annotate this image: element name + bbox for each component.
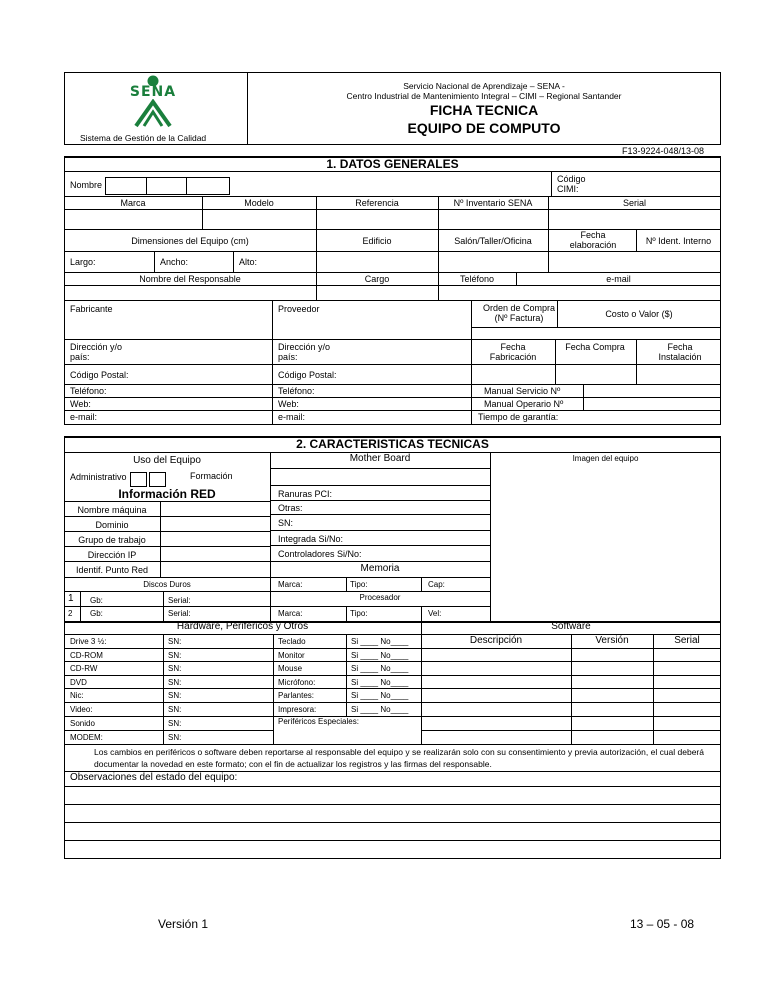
label-uso-equipo: Uso del Equipo bbox=[133, 455, 201, 466]
sena-logo-icon bbox=[118, 74, 188, 130]
periph-sino-5: Si ____ No____ bbox=[351, 705, 409, 714]
disk1-gb: Gb: bbox=[90, 596, 103, 605]
label-manual-servicio: Manual Servicio Nº bbox=[484, 386, 561, 396]
label-manual-operario: Manual Operario Nº bbox=[484, 399, 564, 409]
mb-row-2: SN: bbox=[278, 518, 294, 528]
col-version: Versión bbox=[595, 635, 629, 646]
label-memoria: Memoria bbox=[360, 563, 400, 574]
mem-cap: Cap: bbox=[428, 580, 445, 589]
label-web-fab: Web: bbox=[70, 399, 91, 409]
hw-row-7: MODEM: bbox=[70, 733, 103, 742]
col-modelo: Modelo bbox=[244, 198, 274, 208]
label-software: Software bbox=[551, 621, 591, 632]
col-responsable: Nombre del Responsable bbox=[139, 274, 241, 284]
label-administrativo: Administrativo bbox=[70, 472, 127, 482]
label-direccion-prov: Dirección y/o país: bbox=[278, 342, 331, 362]
col-serial: Serial bbox=[622, 198, 646, 208]
label-perifericos-especiales: Periféricos Especiales: bbox=[278, 717, 359, 726]
doc-title-1: FICHA TECNICA bbox=[429, 102, 539, 118]
hw-row-3: DVD bbox=[70, 678, 87, 687]
col-referencia: Referencia bbox=[355, 198, 399, 208]
col-telefono: Teléfono bbox=[459, 274, 495, 284]
hw-row-4: Nic: bbox=[70, 691, 84, 700]
periph-row-3: Micrófono: bbox=[278, 678, 316, 687]
change-note: Los cambios en periféricos o software deben reportarse al responsable del equipo y se realizarán solo con su consentimiento y previa autorización, el cual deberá documentar la novedad en este formato; con el fin de actualizar los registros y las firmas del responsable. bbox=[94, 747, 704, 769]
col-dimensiones: Dimensiones del Equipo (cm) bbox=[131, 236, 249, 246]
hw-sn-0: SN: bbox=[168, 637, 182, 646]
hw-sn-3: SN: bbox=[168, 678, 182, 687]
col-descripcion: Descripción bbox=[469, 635, 523, 646]
col-salon: Salón/Taller/Oficina bbox=[454, 236, 532, 246]
red-row-3: Dirección IP bbox=[87, 550, 137, 560]
label-cp-prov: Código Postal: bbox=[278, 370, 337, 380]
col-fecha-elaboracion: Fecha elaboración bbox=[569, 230, 617, 250]
label-discos-duros: Discos Duros bbox=[143, 580, 191, 589]
doc-code: F13-9224-048/13-08 bbox=[622, 146, 705, 156]
proc-tipo: Tipo: bbox=[350, 609, 368, 618]
disk1-serial: Serial: bbox=[168, 596, 191, 605]
section2-title: 2. CARACTERISTICAS TECNICAS bbox=[296, 437, 489, 451]
label-formacion: Formación bbox=[190, 471, 233, 481]
checkbox-formacion[interactable] bbox=[149, 472, 166, 487]
label-hardware: Hardware, Periféricos y Otros bbox=[176, 621, 309, 632]
label-info-red: Información RED bbox=[118, 487, 216, 501]
disk2-gb: Gb: bbox=[90, 609, 103, 618]
mem-marca: Marca: bbox=[278, 580, 303, 589]
label-garantia: Tiempo de garantía: bbox=[478, 412, 559, 422]
red-row-1: Dominio bbox=[95, 520, 129, 530]
nombre-box-3[interactable] bbox=[186, 177, 230, 195]
periph-row-1: Monitor bbox=[278, 651, 305, 660]
mb-row-3: Integrada Si/No: bbox=[278, 534, 344, 544]
hw-row-6: Sonido bbox=[70, 719, 95, 728]
label-orden-compra: Orden de Compra (Nº Factura) bbox=[482, 303, 556, 323]
label-cp-fab: Código Postal: bbox=[70, 370, 129, 380]
label-email-fab: e-mail: bbox=[70, 412, 98, 422]
proc-marca: Marca: bbox=[278, 609, 303, 618]
label-direccion-fab: Dirección y/o país: bbox=[70, 342, 123, 362]
disk1-num: 1 bbox=[68, 593, 74, 604]
disk2-serial: Serial: bbox=[168, 609, 191, 618]
hw-sn-6: SN: bbox=[168, 719, 182, 728]
checkbox-administrativo[interactable] bbox=[130, 472, 147, 487]
label-fecha-fabricacion: Fecha Fabricación bbox=[489, 342, 537, 362]
periph-row-2: Mouse bbox=[278, 664, 303, 673]
periph-sino-1: Si ____ No____ bbox=[351, 651, 409, 660]
hw-sn-5: SN: bbox=[168, 705, 182, 714]
footer-date: 13 – 05 - 08 bbox=[630, 917, 695, 931]
red-row-2: Grupo de trabajo bbox=[78, 535, 146, 545]
periph-row-0: Teclado bbox=[278, 637, 306, 646]
periph-sino-2: Si ____ No____ bbox=[351, 664, 409, 673]
label-alto: Alto: bbox=[239, 257, 258, 267]
mem-tipo: Tipo: bbox=[350, 580, 368, 589]
label-web-prov: Web: bbox=[278, 399, 299, 409]
col-email: e-mail bbox=[606, 274, 631, 284]
periph-sino-0: Si ____ No____ bbox=[351, 637, 409, 646]
periph-sino-3: Si ____ No____ bbox=[351, 678, 409, 687]
hw-sn-2: SN: bbox=[168, 664, 182, 673]
doc-title-2: EQUIPO DE COMPUTO bbox=[407, 120, 561, 136]
hw-row-5: Video: bbox=[70, 705, 93, 714]
label-fecha-compra: Fecha Compra bbox=[565, 342, 625, 352]
label-proveedor: Proveedor bbox=[278, 304, 320, 314]
label-tel-prov: Teléfono: bbox=[278, 386, 315, 396]
label-fecha-instalacion: Fecha Instalación bbox=[658, 342, 702, 362]
red-row-0: Nombre máquina bbox=[77, 505, 147, 515]
hw-row-0: Drive 3 ½: bbox=[70, 637, 107, 646]
label-costo: Costo o Valor ($) bbox=[605, 309, 673, 319]
red-row-4: Identif. Punto Red bbox=[75, 565, 149, 575]
col-marca: Marca bbox=[120, 198, 146, 208]
label-observaciones: Observaciones del estado del equipo: bbox=[70, 772, 238, 783]
hw-sn-4: SN: bbox=[168, 691, 182, 700]
col-cargo: Cargo bbox=[364, 274, 390, 284]
quality-system-label: Sistema de Gestión de la Calidad bbox=[80, 133, 207, 143]
label-largo: Largo: bbox=[70, 257, 96, 267]
label-imagen-equipo: Imagen del equipo bbox=[572, 454, 639, 463]
hw-row-2: CD-RW bbox=[70, 664, 98, 673]
label-mother-board: Mother Board bbox=[349, 453, 411, 464]
disk2-num: 2 bbox=[68, 609, 73, 618]
col-inventario: Nº Inventario SENA bbox=[453, 198, 533, 208]
nombre-box-1[interactable] bbox=[105, 177, 147, 195]
footer-version: Versión 1 bbox=[158, 917, 209, 931]
periph-sino-4: Si ____ No____ bbox=[351, 691, 409, 700]
org-line-2: Centro Industrial de Mantenimiento Integral – CIMI – Regional Santander bbox=[346, 91, 622, 101]
label-tel-fab: Teléfono: bbox=[70, 386, 107, 396]
org-line-1: Servicio Nacional de Aprendizaje – SENA - bbox=[403, 81, 565, 91]
col-edificio: Edificio bbox=[362, 236, 392, 246]
sena-logo-text: SENA bbox=[118, 86, 188, 99]
section1-title: 1. DATOS GENERALES bbox=[326, 157, 459, 171]
periph-row-4: Parlantes: bbox=[278, 691, 315, 700]
label-email-prov: e-mail: bbox=[278, 412, 306, 422]
mb-row-0: Ranuras PCI: bbox=[278, 489, 333, 499]
hw-sn-1: SN: bbox=[168, 651, 182, 660]
periph-row-5: Impresora: bbox=[278, 705, 317, 714]
label-ancho: Ancho: bbox=[160, 257, 189, 267]
label-procesador: Procesador bbox=[359, 593, 401, 602]
col-ident-interno: Nº Ident. Interno bbox=[645, 236, 712, 246]
label-fabricante: Fabricante bbox=[70, 304, 113, 314]
mb-row-1: Otras: bbox=[278, 503, 303, 513]
label-codigo-cimi: Código CIMI: bbox=[557, 174, 586, 194]
label-nombre: Nombre bbox=[70, 180, 103, 190]
mb-row-4: Controladores Si/No: bbox=[278, 549, 362, 559]
col-serial-sw: Serial bbox=[674, 635, 700, 646]
hw-row-1: CD-ROM bbox=[70, 651, 103, 660]
hw-sn-7: SN: bbox=[168, 733, 182, 742]
nombre-box-2[interactable] bbox=[146, 177, 187, 195]
proc-vel: Vel: bbox=[428, 609, 442, 618]
